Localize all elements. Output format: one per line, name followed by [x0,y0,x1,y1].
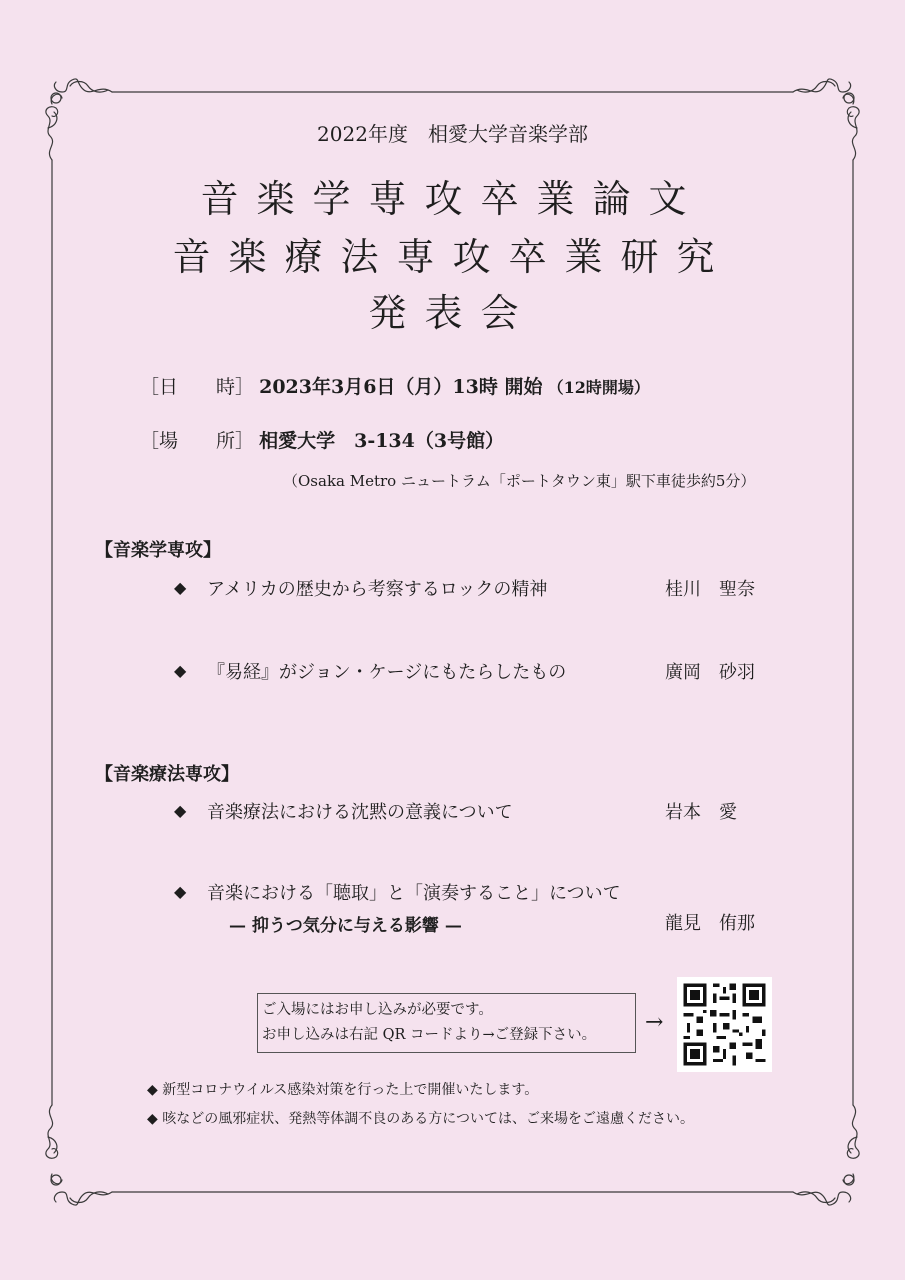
registration-line-1: ご入場にはお申し込みが必要です。 [262,1002,493,1018]
presenter-name: 龍見 侑那 [665,913,755,934]
note-text: 新型コロナウイルス感染対策を行った上で開催いたします。 [162,1082,539,1098]
venue-value: 相愛大学 3-134（3号館） [259,430,505,452]
datetime-note: （12時開場） [547,378,650,397]
arrow-right-icon: → [645,1010,664,1035]
event-title-line-3: 発表会 [368,291,537,335]
section-heading-musicology: 【音楽学専攻】 [95,540,221,561]
list-bullet: ◆ [147,1111,158,1127]
registration-line-2: お申し込みは右記 QR コードより→ご登録下さい。 [262,1027,597,1043]
registration-notice [257,993,636,1053]
datetime-value: 2023年3月6日（月）13時 開始 [259,376,543,398]
venue-row [140,426,504,453]
list-bullet: ◆ [174,801,187,820]
presentation-title: アメリカの歴史から考察するロックの精神 [207,579,548,600]
note-text: 咳などの風邪症状、発熱等体調不良のある方については、ご来場をご遠慮ください。 [162,1111,694,1127]
presentation-title: 『易経』がジョン・ケージにもたらしたもの [207,662,567,683]
presentation-title: 音楽における「聴取」と「演奏すること」について [207,883,621,904]
list-bullet: ◆ [174,661,187,680]
note-row [147,1108,694,1128]
note-row [147,1079,538,1099]
presentation-subtitle: — 抑うつ気分に与える影響 — [229,916,462,936]
list-bullet: ◆ [174,578,187,597]
event-title-line-2: 音楽療法専攻卒業研究 [172,235,733,279]
presenter-name: 廣岡 砂羽 [665,662,755,683]
datetime-label: ［日 時］ [140,376,255,398]
presenter-name: 岩本 愛 [665,802,737,823]
presentation-title: 音楽療法における沈黙の意義について [207,802,513,823]
event-title-line-1: 音楽学専攻卒業論文 [200,177,705,221]
event-subtitle: 2022年度 相愛大学音楽学部 [317,122,588,146]
datetime-row [140,372,650,399]
registration-qr-code[interactable] [677,977,772,1072]
list-bullet: ◆ [147,1082,158,1098]
venue-access: （Osaka Metro ニュートラム「ポートタウン東」駅下車徒歩約5分） [283,472,756,490]
venue-label: ［場 所］ [140,430,255,452]
list-bullet: ◆ [174,882,187,901]
presenter-name: 桂川 聖奈 [665,579,755,600]
section-heading-music-therapy: 【音楽療法専攻】 [95,764,239,785]
